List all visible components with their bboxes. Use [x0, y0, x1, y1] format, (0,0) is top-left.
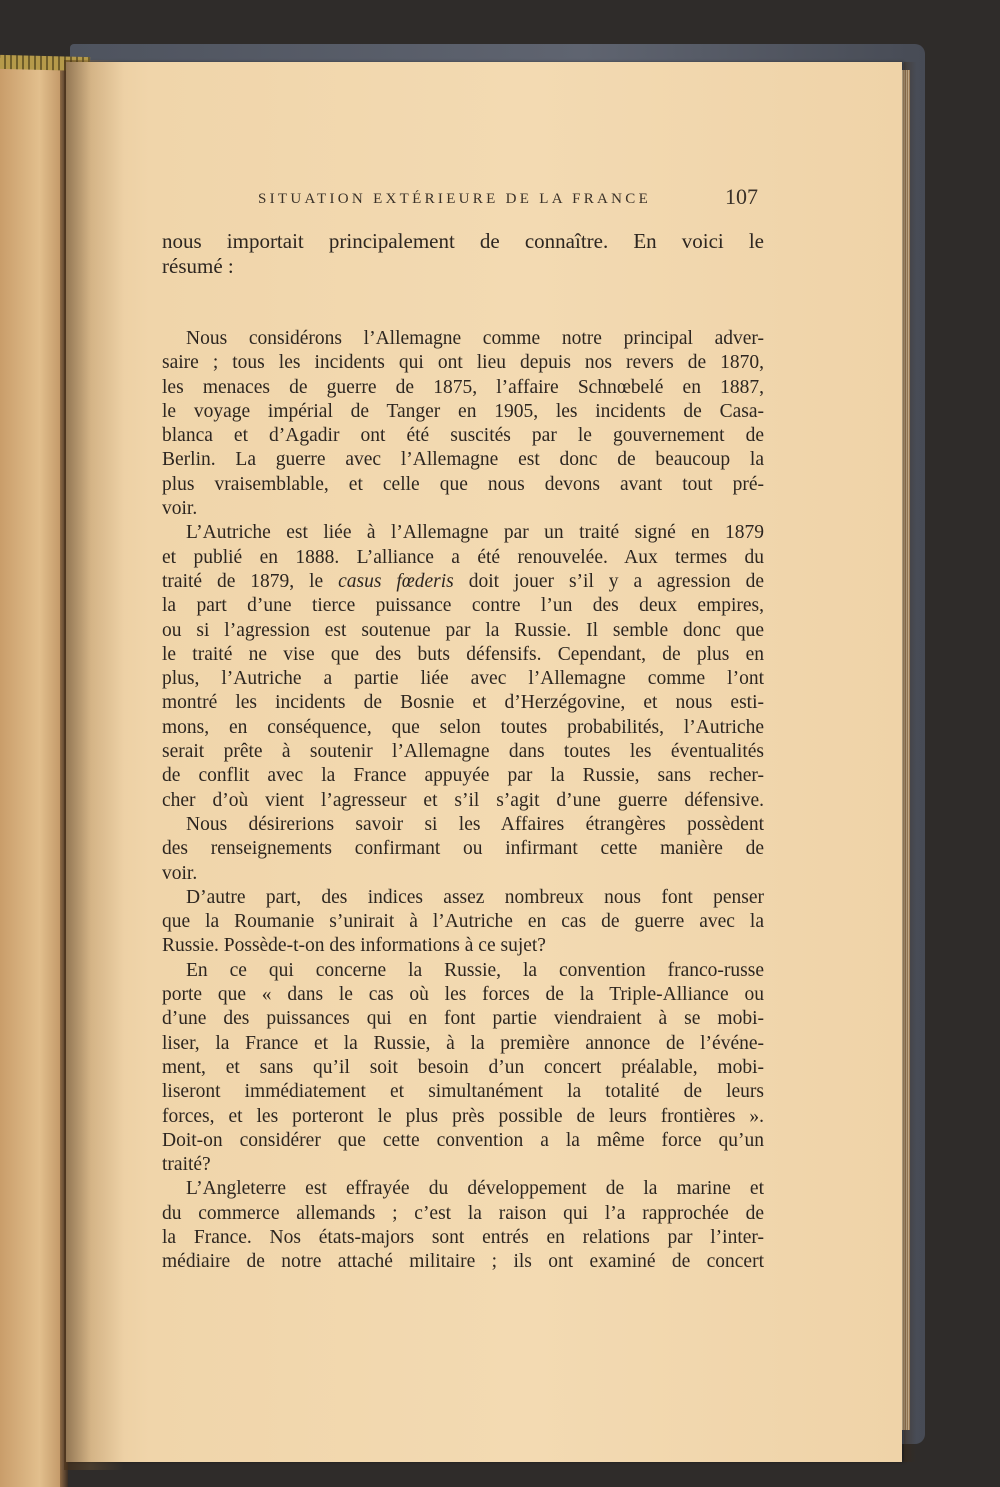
fold-shadow [904, 62, 916, 1462]
text-line: que la Roumanie s’unirait à l’Autriche en cas de guerre avec la [162, 911, 764, 933]
text-line: montré les incidents de Bosnie et d’Herzégovine, et nous esti- [162, 692, 764, 714]
page-number: 107 [725, 184, 758, 209]
text-line: Nous considérons l’Allemagne comme notre principal adver- [186, 328, 764, 349]
text-line: plus vraisemblable, et celle que nous devons avant tout pré- [162, 473, 764, 495]
left-page-edge [0, 58, 66, 1487]
text-line [162, 570, 764, 594]
paragraph-gap [162, 279, 764, 327]
running-title: SITUATION EXTÉRIEURE DE LA FRANCE [258, 191, 652, 207]
body-text [162, 229, 764, 1275]
text-line: porte que « dans le cas où les forces de la Triple-Alliance ou [162, 984, 764, 1006]
text-line: forces, et les porteront le plus près possible de leurs frontières ». [162, 1105, 764, 1127]
text-line: plus, l’Autriche a partie liée avec l’Allemagne comme l’ont [162, 668, 764, 690]
text-line: médiaire de notre attaché militaire ; ils ont examiné de concert [162, 1251, 764, 1273]
text-line: L’Angleterre est effrayée du développement de la marine et [186, 1178, 764, 1200]
text-line: saire ; tous les incidents qui ont lieu depuis nos revers de 1870, [162, 352, 764, 374]
text-line: voir. [162, 862, 198, 884]
text-line: Berlin. La guerre avec l’Allemagne est donc de beaucoup la [162, 449, 764, 471]
text-line: nous importait principalement de connaître. En voici le [162, 229, 764, 253]
running-head [258, 184, 758, 214]
text-line: des renseignements confirmant ou infirmant cette manière de [162, 838, 764, 860]
text-line: Doit-on considérer que cette convention a la même force qu’un [162, 1129, 764, 1151]
text-line: D’autre part, des indices assez nombreux nous font penser [186, 886, 764, 908]
text-line: En ce qui concerne la Russie, la convention franco-russe [186, 959, 764, 981]
latin-term: casus fœderis [338, 570, 454, 592]
text-line: cher d’où vient l’agresseur et s’il s’agit d’une guerre défensive. [162, 789, 764, 811]
text-line: traité? [162, 1154, 211, 1176]
text-line: de conflit avec la France appuyée par la Russie, sans recher- [162, 765, 764, 787]
text-line: du commerce allemands ; c’est la raison qui l’a rapprochée de [162, 1202, 764, 1224]
text-line: le voyage impérial de Tanger en 1905, les incidents de Casa- [162, 400, 764, 422]
text-line: Nous désirerions savoir si les Affaires étrangères possèdent [186, 813, 764, 835]
text-line: résumé : [162, 254, 234, 278]
text-line: blanca et d’Agadir ont été suscités par le gouvernement de [162, 425, 764, 447]
gutter-shadow [64, 60, 124, 1470]
text-line: les menaces de guerre de 1875, l’affaire Schnœbelé en 1887, [162, 376, 764, 398]
text-line: ment, et sans qu’il soit besoin d’un concert préalable, mobi- [162, 1056, 764, 1078]
text-line: le traité ne vise que des buts défensifs. Cependant, de plus en [162, 643, 764, 665]
text-line: liser, la France et la Russie, à la première annonce de l’événe- [162, 1032, 764, 1054]
text-line: liseront immédiatement et simultanément la totalité de leurs [162, 1081, 764, 1103]
text-line: L’Autriche est liée à l’Allemagne par un traité signé en 1879 [186, 522, 764, 544]
text-fragment: traité de 1879, le [162, 570, 324, 592]
text-line: la part d’une tierce puissance contre l’un des deux empires, [162, 595, 764, 617]
text-line: mons, en conséquence, que selon toutes probabilités, l’Autriche [162, 716, 764, 738]
text-line: et publié en 1888. L’alliance a été renouvelée. Aux termes du [162, 546, 764, 568]
text-line: ou si l’agression est soutenue par la Russie. Il semble donc que [162, 619, 764, 641]
text-fragment: doit jouer s’il y a agression de [468, 570, 764, 592]
text-line: d’une des puissances qui en font partie viendraient à se mobi- [162, 1008, 764, 1030]
text-line: serait prête à soutenir l’Allemagne dans toutes les éventualités [162, 741, 764, 763]
text-line: Russie. Possède-t-on des informations à ce sujet? [162, 935, 546, 957]
text-line: la France. Nos états-majors sont entrés en relations par l’inter- [162, 1226, 764, 1248]
text-line: voir. [162, 498, 198, 520]
